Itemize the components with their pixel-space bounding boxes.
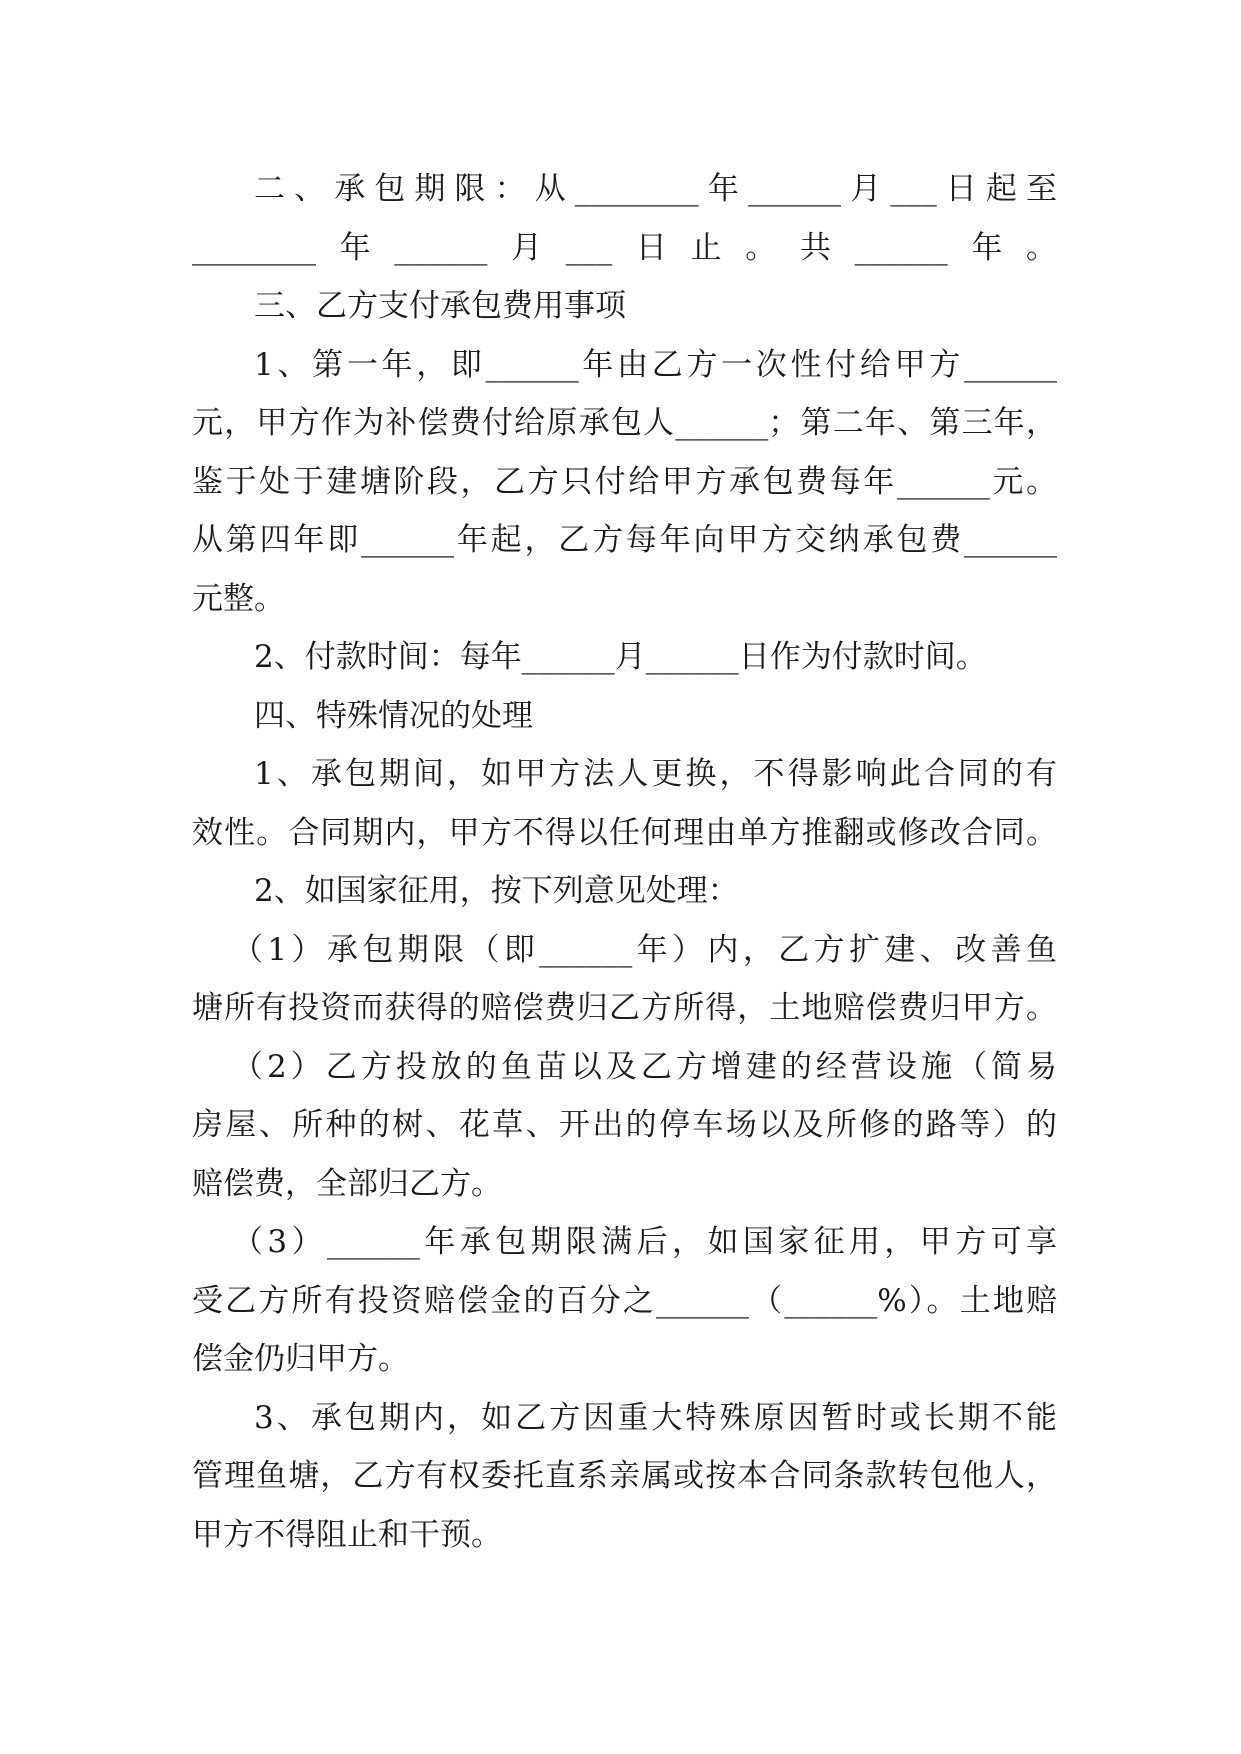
clause-4-2-1-line-2: 塘所有投资而获得的赔偿费归乙方所得，土地赔偿费归甲方。	[192, 990, 1057, 1026]
clause-3-1-line-3: 鉴于处于建塘阶段，乙方只付给甲方承包费每年______元。	[192, 463, 1057, 500]
clause-3-1-line-5: 元整。	[192, 580, 285, 617]
clause-4-2-1-line-1: （1）承包期限（即______年）内，乙方扩建、改善鱼	[232, 931, 1057, 968]
clause-4-2-3-line-1: （3）______年承包期限满后，如国家征用，甲方可享	[232, 1224, 1057, 1260]
clause-3-1-line-1: 1、第一年，即______年由乙方一次性付给甲方______	[254, 346, 1057, 383]
clause-4-2-3-line-2: 受乙方所有投资赔偿金的百分之______（______%）。土地赔	[192, 1282, 1057, 1319]
clause-4-2-heading: 2、如国家征用，按下列意见处理：	[254, 873, 739, 909]
section-4-heading: 四、特殊情况的处理	[254, 697, 533, 734]
clause-4-2-2-line-2: 房屋、所种的树、花草、开出的停车场以及所修的路等）的	[192, 1107, 1057, 1143]
clause-3-2-payment-time: 2、付款时间：每年______月______日作为付款时间。	[254, 639, 987, 675]
clause-2-term-line-2: ________年______月___日止。共______年。	[192, 229, 1057, 266]
clause-2-term-line-1: 二、承包期限：从________年______月___日起至	[254, 171, 1057, 207]
clause-3-1-line-2: 元，甲方作为补偿费付给原承包人______；第二年、第三年，	[192, 405, 1057, 441]
clause-4-1-line-1: 1、承包期间，如甲方法人更换，不得影响此合同的有	[254, 756, 1057, 792]
clause-4-3-line-1: 3、承包期内，如乙方因重大特殊原因暂时或长期不能	[254, 1399, 1057, 1436]
clause-4-2-2-line-3: 赔偿费，全部归乙方。	[192, 1165, 502, 1202]
clause-3-1-line-4: 从第四年即______年起，乙方每年向甲方交纳承包费______	[192, 522, 1057, 558]
clause-4-2-3-line-3: 偿金仍归甲方。	[192, 1341, 409, 1377]
clause-4-3-line-2: 管理鱼塘，乙方有权委托直系亲属或按本合同条款转包他人，	[192, 1458, 1057, 1494]
clause-4-2-2-line-1: （2）乙方投放的鱼苗以及乙方增建的经营设施（简易	[232, 1048, 1057, 1085]
contract-body	[192, 160, 1057, 1564]
clause-4-1-line-2: 效性。合同期内，甲方不得以任何理由单方推翻或修改合同。	[192, 814, 1057, 851]
section-3-heading: 三、乙方支付承包费用事项	[254, 288, 626, 324]
clause-4-3-line-3: 甲方不得阻止和干预。	[192, 1516, 502, 1553]
